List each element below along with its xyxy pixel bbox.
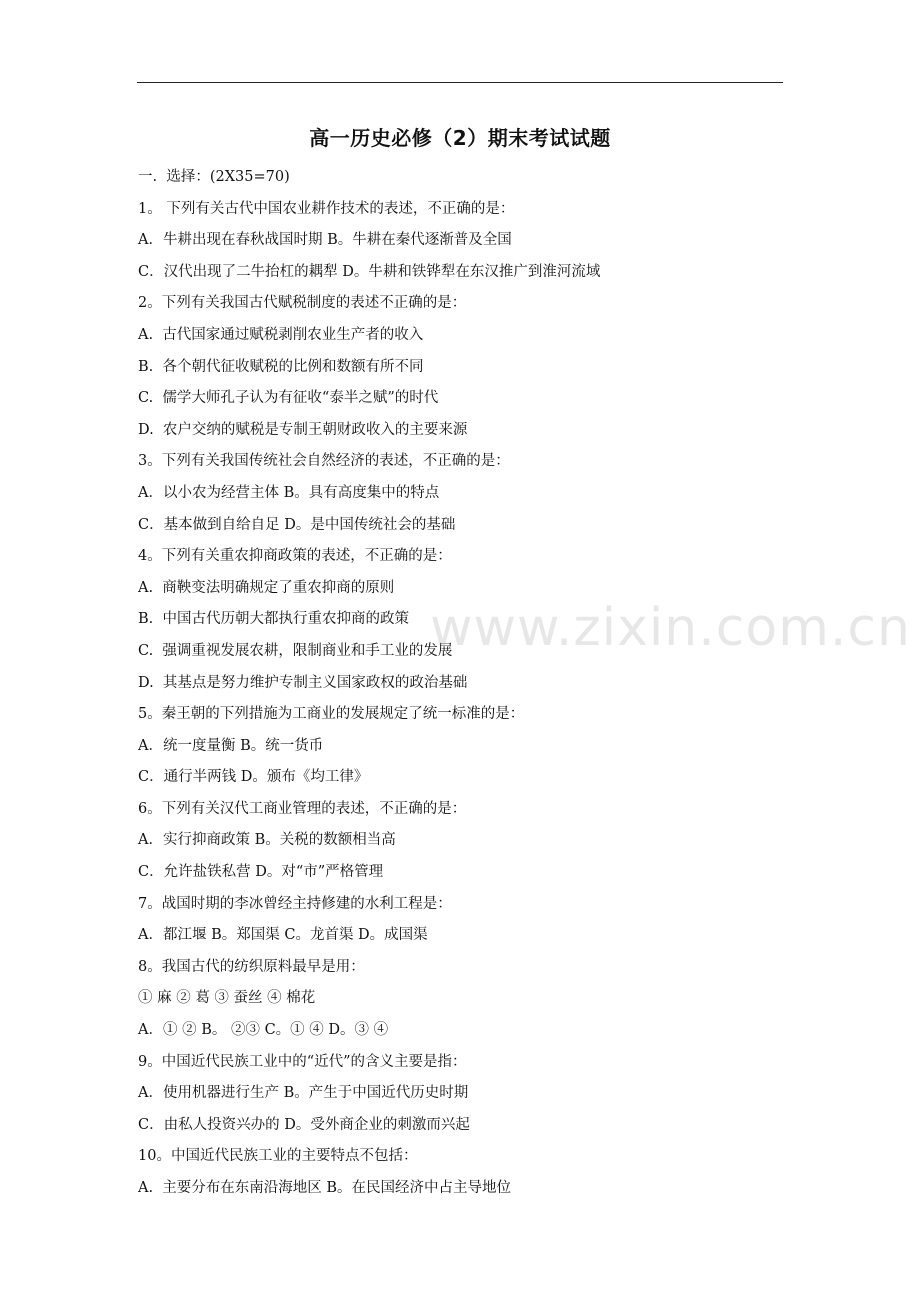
section-heading: 一. 选择：(2X35=70) xyxy=(138,169,290,185)
question-10-options-ab: A. 主要分布在东南沿海地区 B。在民国经济中占主导地位 xyxy=(138,1180,512,1196)
question-2-option-a: A. 古代国家通过赋税剥削农业生产者的收入 xyxy=(138,326,424,343)
question-4-option-d: D. 其基点是努力维护专制主义国家政权的政治基础 xyxy=(138,674,468,691)
question-4-option-c: C. 强调重视发展农耕，限制商业和手工业的发展 xyxy=(138,642,453,659)
question-7-options: A．都江堰 B。郑国渠 C。龙首渠 D。成国渠 xyxy=(138,927,428,944)
question-1-options-cd: C．汉代出现了二牛抬杠的耦犁 D。牛耕和铁铧犁在东汉推广到淮河流域 xyxy=(138,263,601,280)
question-6: 6。下列有关汉代工商业管理的表述，不正确的是： xyxy=(138,800,467,817)
question-3: 3。下列有关我国传统社会自然经济的表述，不正确的是： xyxy=(138,453,510,470)
question-5-options-cd: C．通行半两钱 D。颁布《均工律》 xyxy=(138,769,369,786)
watermark: www.zixin.com.cn xyxy=(430,598,911,658)
question-4-option-b: B. 中国古代历朝大都执行重农抑商的政策 xyxy=(138,611,409,628)
question-8-items: ① 麻 ② 葛 ③ 蚕丝 ④ 棉花 xyxy=(138,990,316,1007)
question-3-options-cd: C．基本做到自给自足 D。是中国传统社会的基础 xyxy=(138,516,456,533)
header-rule xyxy=(137,82,783,83)
question-2-option-c: C. 儒学大师孔子认为有征收“泰半之赋”的时代 xyxy=(138,390,439,407)
page-title: 高一历史必修（2）期末考试试题 xyxy=(309,126,611,150)
question-8: 8。我国古代的纺织原料最早是用： xyxy=(138,958,365,975)
question-9-options-cd: C．由私人投资兴办的 D。受外商企业的刺激而兴起 xyxy=(138,1116,470,1133)
question-1-options-ab: A．牛耕出现在春秋战国时期 B。牛耕在秦代逐渐普及全国 xyxy=(138,232,512,249)
question-6-options-ab: A．实行抑商政策 B。关税的数额相当高 xyxy=(138,832,396,849)
question-2: 2。下列有关我国古代赋税制度的表述不正确的是： xyxy=(138,295,467,312)
question-5: 5。秦王朝的下列措施为工商业的发展规定了统一标准的是： xyxy=(138,706,525,723)
question-2-option-b: B. 各个朝代征收赋税的比例和数额有所不同 xyxy=(138,358,424,375)
question-9: 9。中国近代民族工业中的“近代”的含义主要是指： xyxy=(138,1053,467,1070)
question-9-options-ab: A．使用机器进行生产 B。产生于中国近代历史时期 xyxy=(138,1085,469,1102)
question-3-options-ab: A．以小农为经营主体 B。具有高度集中的特点 xyxy=(138,484,440,501)
question-4-option-a: A. 商鞅变法明确规定了重农抑商的原则 xyxy=(138,579,395,596)
question-5-options-ab: A．统一度量衡 B。统一货币 xyxy=(138,737,324,754)
question-7: 7。战国时期的李冰曾经主持修建的水利工程是： xyxy=(138,895,452,912)
question-2-option-d: D. 农户交纳的赋税是专制王朝财政收入的主要来源 xyxy=(138,421,468,438)
question-8-options: A．① ② B。 ②③ C。① ④ D。③ ④ xyxy=(138,1022,389,1039)
question-4: 4。下列有关重农抑商政策的表述，不正确的是： xyxy=(138,548,452,565)
question-1: 1。 下列有关古代中国农业耕作技术的表述，不正确的是： xyxy=(138,200,515,217)
question-6-options-cd: C．允许盐铁私营 D。对“市”严格管理 xyxy=(138,864,384,881)
question-list xyxy=(138,162,798,1205)
question-10: 10。中国近代民族工业的主要特点不包括： xyxy=(138,1148,418,1165)
